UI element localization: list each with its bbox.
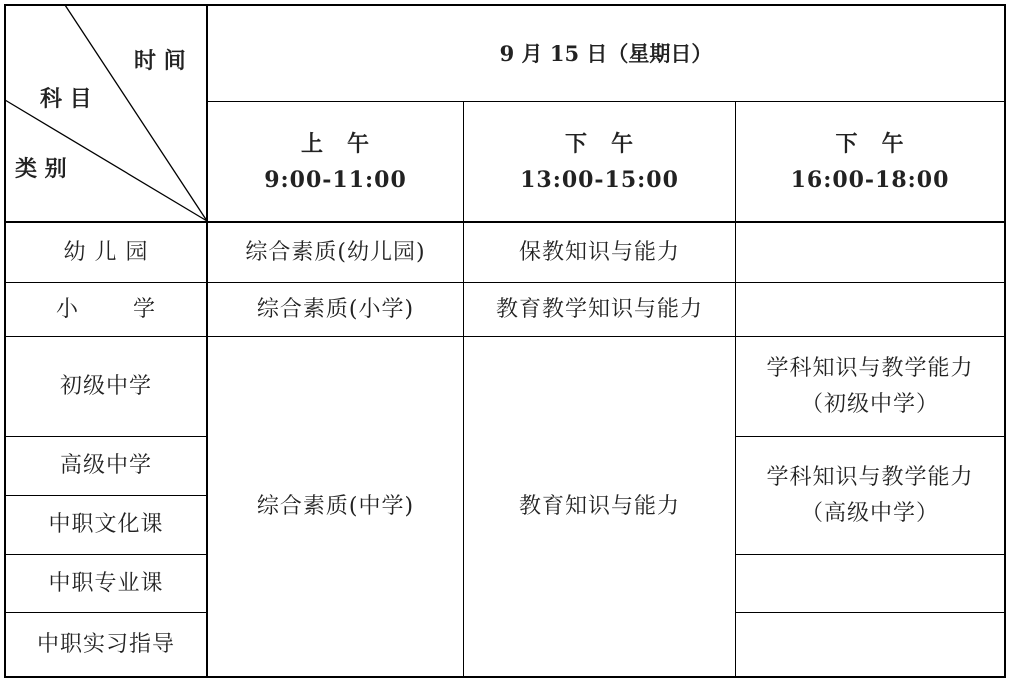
cell-secondary-afternoon-1: 教育知识与能力 — [518, 493, 680, 519]
line-row5-right — [735, 554, 1006, 555]
subject-line: 学科知识与教学能力 — [766, 355, 974, 381]
category-junior-middle: 初级中学 — [59, 373, 152, 399]
category-vocational-major: 中职专业课 — [48, 570, 164, 596]
date-header: 9 月 15 日（星期日） — [499, 40, 713, 66]
category-primary: 小 学 — [56, 296, 156, 322]
category-vocational-internship: 中职实习指导 — [36, 631, 175, 657]
subject-line: 学科知识与教学能力 — [766, 464, 974, 490]
corner-category-label: 类 别 — [15, 156, 67, 182]
line-right — [1004, 4, 1006, 678]
cell-junior-afternoon-2 — [736, 337, 1004, 436]
category-senior-middle: 高级中学 — [59, 453, 152, 478]
cell-secondary-morning: 综合素质(中学) — [256, 493, 415, 519]
session-header-afternoon-1 — [464, 102, 735, 221]
session-time: 9:00-11:00 — [264, 166, 407, 193]
session-period: 下 午 — [564, 130, 634, 157]
line-bottom — [4, 676, 1006, 678]
category-kindergarten: 幼 儿 园 — [63, 239, 149, 265]
subject-line: （高级中学） — [800, 500, 939, 526]
line-row6-right — [735, 612, 1006, 613]
corner-time-label: 时 间 — [134, 48, 186, 74]
category-vocational-culture: 中职文化课 — [48, 512, 164, 537]
cell-senior-afternoon-2 — [736, 437, 1004, 554]
session-time: 16:00-18:00 — [790, 166, 950, 193]
session-header-afternoon-2 — [736, 102, 1004, 221]
corner-diagonal-1 — [65, 5, 207, 221]
cell-kindergarten-morning: 综合素质(幼儿园) — [245, 239, 426, 265]
cell-primary-morning: 综合素质(小学) — [256, 296, 415, 322]
session-period: 下 午 — [835, 130, 905, 157]
corner-subject-label: 科 目 — [40, 86, 92, 112]
subject-line: （初级中学） — [800, 391, 939, 417]
cell-kindergarten-afternoon-1: 保教知识与能力 — [518, 239, 680, 265]
session-time: 13:00-15:00 — [520, 166, 679, 193]
session-header-morning — [208, 102, 463, 221]
cell-primary-afternoon-1: 教育教学知识与能力 — [495, 296, 703, 322]
session-period: 上 午 — [300, 130, 370, 157]
